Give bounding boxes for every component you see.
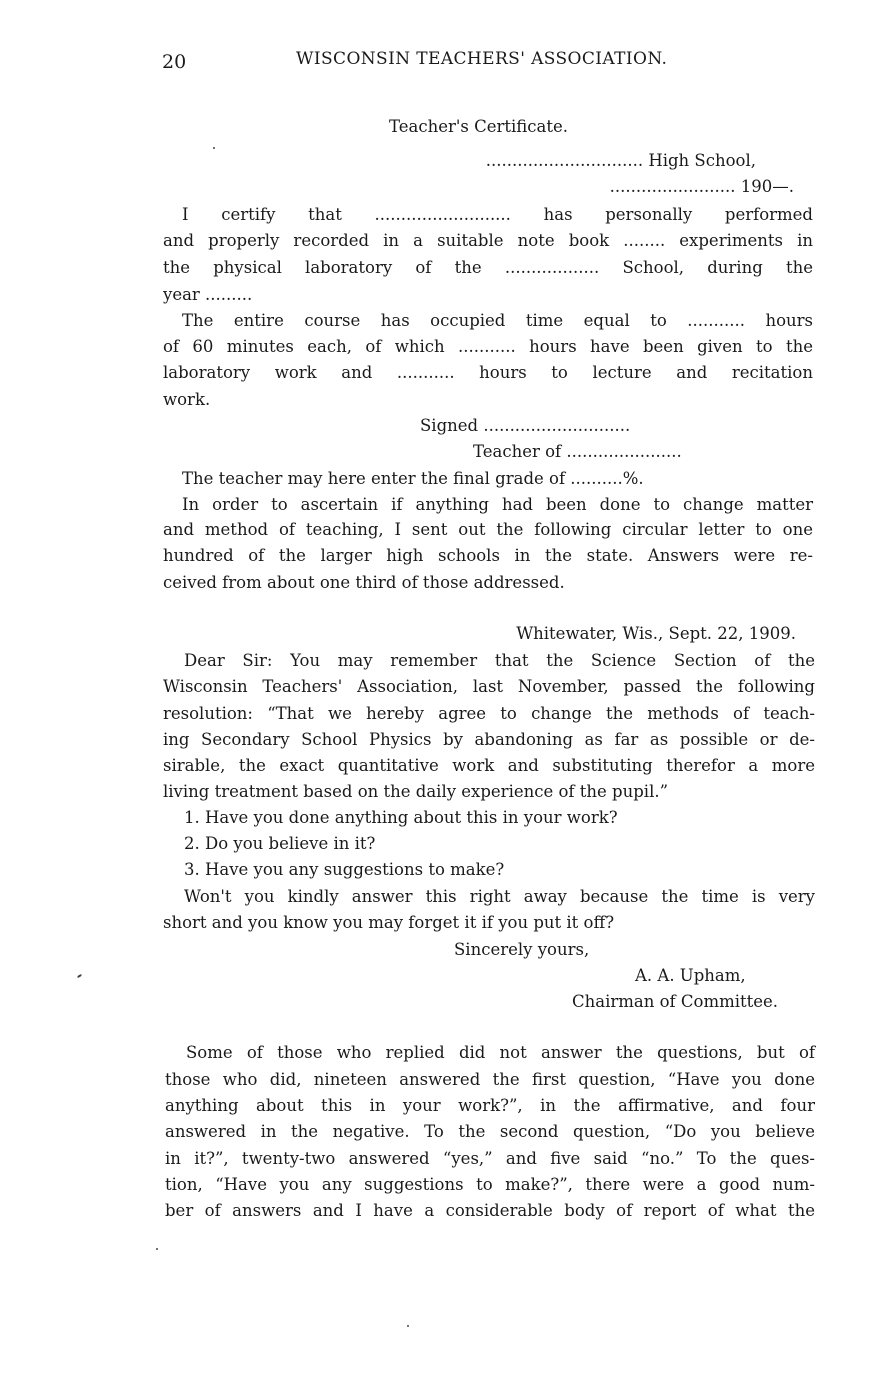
page-number: 20 xyxy=(162,51,187,73)
letter-signature-title: Chairman of Committee. xyxy=(572,992,779,1011)
letter-closing-line: short and you know you may forget it if you put it off? xyxy=(163,913,615,932)
letter-body-line: sirable, the exact quantitative work and substituting therefor a more xyxy=(163,756,815,775)
certificate-body-line: of 60 minutes each, of which ........... hours have been given to the xyxy=(163,337,813,356)
results-paragraph-line: anything about this in your work?”, in the affirmative, and four xyxy=(165,1096,815,1115)
results-paragraph-line: in it?”, twenty-two answered “yes,” and five said “no.” To the ques- xyxy=(165,1149,815,1168)
results-paragraph-line: those who did, nineteen answered the first question, “Have you done xyxy=(165,1070,815,1089)
intro-paragraph-line: In order to ascertain if anything had been done to change matter xyxy=(182,495,813,514)
intro-paragraph-line: and method of teaching, I sent out the following circular letter to one xyxy=(163,520,813,539)
certificate-body-line: work. xyxy=(163,390,211,409)
signed-line: Signed ............................ xyxy=(420,416,631,435)
letter-signature-name: A. A. Upham, xyxy=(635,966,746,985)
scan-speck xyxy=(156,1248,158,1250)
intro-paragraph-line: ceived from about one third of those addressed. xyxy=(163,573,565,592)
letter-body-line: living treatment based on the daily experience of the pupil.” xyxy=(163,782,669,801)
certificate-body-line: year ......... xyxy=(163,285,253,304)
letter-dateline: Whitewater, Wis., Sept. 22, 1909. xyxy=(516,624,796,643)
letter-body-line: ing Secondary School Physics by abandoning as far as possible or de- xyxy=(163,730,815,749)
letter-body-line: resolution: “That we hereby agree to change the methods of teach- xyxy=(163,704,815,723)
certificate-body-line: The entire course has occupied time equal to ........... hours xyxy=(182,311,813,330)
letter-salutation: Sincerely yours, xyxy=(454,940,590,959)
letter-body-line: Dear Sir: You may remember that the Science Section of the xyxy=(184,651,815,670)
letter-question: 2. Do you believe in it? xyxy=(184,834,376,853)
teacher-of-line: Teacher of ...................... xyxy=(473,442,682,461)
scan-speck xyxy=(213,147,215,149)
certificate-date-line: ........................ 190—. xyxy=(609,177,794,196)
results-paragraph-line: ber of answers and I have a considerable body of report of what the xyxy=(165,1201,815,1220)
letter-body-line: Wisconsin Teachers' Association, last November, passed the following xyxy=(163,677,815,696)
results-paragraph-line: answered in the negative. To the second question, “Do you believe xyxy=(165,1122,815,1141)
certificate-body-line: I certify that .......................... has personally performed xyxy=(182,205,813,224)
certificate-body-line: the physical laboratory of the .................. School, during the xyxy=(163,258,813,277)
certificate-body-line: and properly recorded in a suitable note book ........ experiments in xyxy=(163,231,813,250)
certificate-title: Teacher's Certificate. xyxy=(389,117,569,136)
certificate-body-line: laboratory work and ........... hours to lecture and recitation xyxy=(163,363,813,382)
results-paragraph-line: Some of those who replied did not answer the questions, but of xyxy=(186,1043,815,1062)
letter-question: 3. Have you any suggestions to make? xyxy=(184,860,505,879)
letter-question: 1. Have you done anything about this in your work? xyxy=(184,808,618,827)
intro-paragraph-line: hundred of the larger high schools in the state. Answers were re- xyxy=(163,546,813,565)
letter-closing-line: Won't you kindly answer this right away because the time is very xyxy=(184,887,815,906)
certificate-school-line: .............................. High School, xyxy=(485,151,756,170)
grade-line: The teacher may here enter the final grade of ..........%. xyxy=(182,469,644,488)
results-paragraph-line: tion, “Have you any suggestions to make?”, there were a good num- xyxy=(165,1175,815,1194)
scan-speck xyxy=(407,1325,409,1327)
scan-speck xyxy=(77,974,82,979)
running-title: WISCONSIN TEACHERS' ASSOCIATION. xyxy=(296,49,668,69)
